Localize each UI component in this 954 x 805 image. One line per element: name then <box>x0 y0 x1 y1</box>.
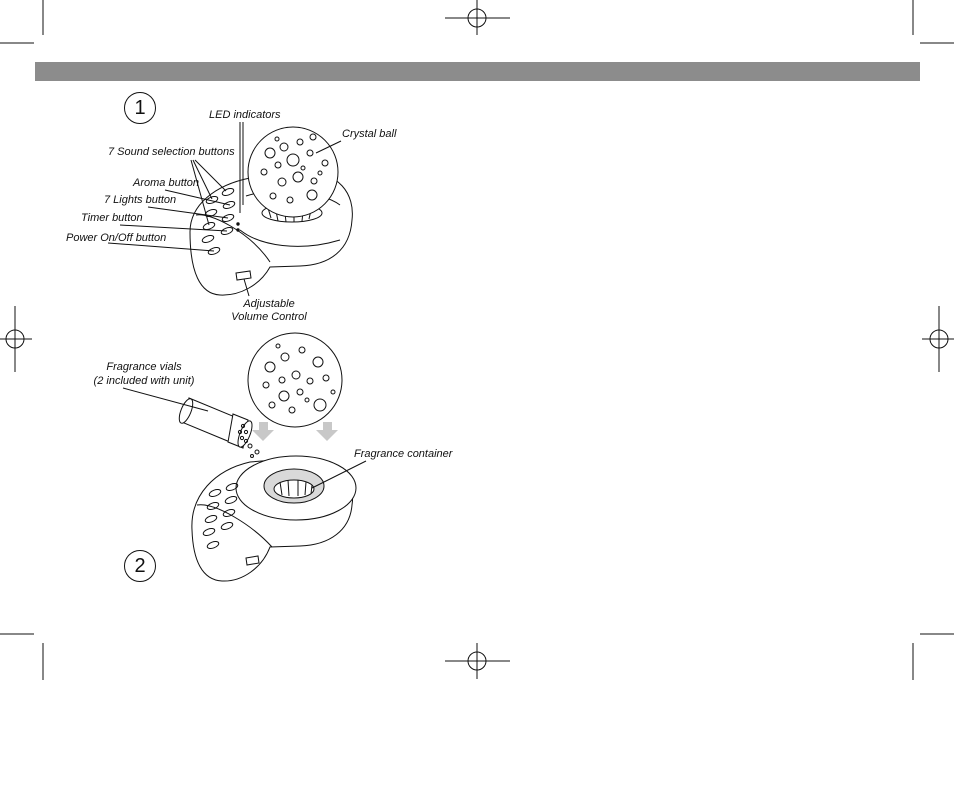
registration-mark-right <box>922 306 954 372</box>
registration-mark-bottom <box>445 643 510 679</box>
label-fragrance-container: Fragrance container <box>354 448 453 460</box>
label-vials-line1: Fragrance vials <box>106 361 182 373</box>
label-led-indicators: LED indicators <box>209 109 281 121</box>
step-number-2: 2 <box>124 550 156 582</box>
label-lights-button: 7 Lights button <box>104 194 177 206</box>
label-sound-buttons: 7 Sound selection buttons <box>108 146 235 158</box>
label-timer-button: Timer button <box>81 212 143 224</box>
label-vials-line2: (2 included with unit) <box>93 375 195 387</box>
label-volume-line1: Adjustable <box>243 298 295 310</box>
label-crystal-ball: Crystal ball <box>342 128 397 140</box>
label-aroma-button: Aroma button <box>133 177 200 189</box>
label-power-button: Power On/Off button <box>66 232 167 244</box>
crystal-ball-1 <box>248 127 338 217</box>
step-number-1: 1 <box>124 92 156 124</box>
crystal-ball-2 <box>248 333 342 427</box>
registration-mark-top <box>445 0 510 35</box>
device-illustration-2 <box>192 456 356 581</box>
label-volume-line2: Volume Control <box>231 311 307 323</box>
registration-mark-left <box>0 306 32 372</box>
